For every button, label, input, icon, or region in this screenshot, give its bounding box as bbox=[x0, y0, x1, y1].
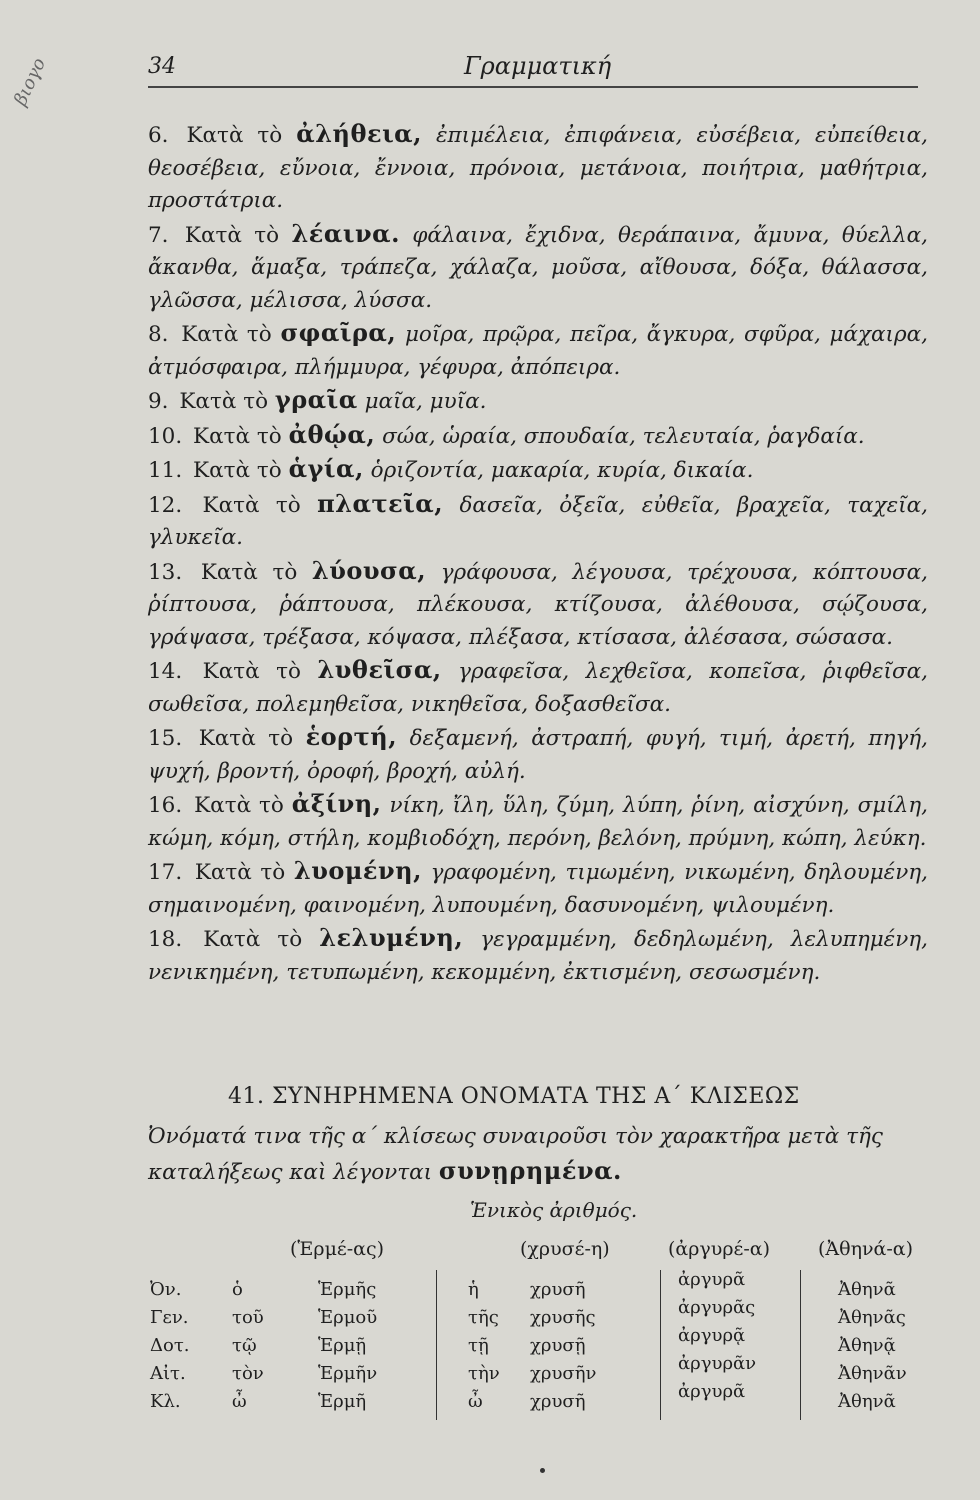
paragraph bbox=[148, 788, 928, 855]
form-athena: Ἀθηνᾷ bbox=[838, 1335, 896, 1356]
paragraph-keyword: ἀθῴα, bbox=[288, 419, 376, 449]
table-divider bbox=[660, 1270, 661, 1420]
form-hermes: Ἑρμῆς bbox=[318, 1279, 377, 1300]
section-number: 41. bbox=[228, 1084, 265, 1109]
paragraph-keyword: λελυμένη, bbox=[319, 923, 464, 952]
table-cases-col bbox=[150, 1276, 190, 1416]
case-label: Γεν. bbox=[150, 1307, 189, 1328]
form-chryse: χρυσῆ bbox=[530, 1279, 586, 1300]
paragraph bbox=[148, 218, 928, 318]
article-fem: ἡ bbox=[468, 1279, 479, 1300]
paragraph-lead: Κατὰ τὸ bbox=[186, 123, 283, 148]
paragraph-lead: Κατὰ τὸ bbox=[202, 492, 301, 518]
section-heading bbox=[228, 1084, 800, 1109]
form-chryse: χρυσῆν bbox=[530, 1363, 597, 1384]
paragraph-lead: Κατὰ τὸ bbox=[181, 322, 272, 347]
page-dot bbox=[540, 1468, 545, 1473]
article-masc: ὦ bbox=[232, 1391, 247, 1412]
paragraph-examples: σώα, ὡραία, σπουδαία, τελευταία, ῥαγδαία. bbox=[382, 423, 865, 449]
paragraph bbox=[148, 419, 928, 454]
paragraph-keyword: γραῖα bbox=[274, 385, 358, 414]
paragraph-keyword: λύουσα, bbox=[311, 555, 427, 585]
article-masc: τοῦ bbox=[232, 1307, 264, 1328]
form-athena: Ἀθηνᾶ bbox=[838, 1279, 896, 1300]
form-chryse: χρυσῆ bbox=[530, 1391, 586, 1412]
paragraph bbox=[148, 922, 928, 989]
form-hermes: Ἑρμῆ bbox=[318, 1391, 367, 1412]
page-number: 34 bbox=[148, 54, 176, 79]
paragraph-number: 9. bbox=[148, 389, 169, 414]
page-header bbox=[148, 46, 918, 86]
paragraph-examples: μαῖα, μυῖα. bbox=[364, 389, 487, 414]
paragraph-lead: Κατὰ τὸ bbox=[203, 927, 303, 952]
margin-handwriting: βιογο bbox=[10, 54, 51, 109]
paragraph-keyword: λέαινα. bbox=[291, 218, 400, 248]
paragraph-lead: Κατὰ τὸ bbox=[198, 726, 294, 751]
paragraph-lead: Κατὰ τὸ bbox=[194, 860, 286, 885]
paragraph-list bbox=[148, 118, 928, 989]
paragraph-lead: Κατὰ τὸ bbox=[194, 793, 284, 818]
article-fem: τὴν bbox=[468, 1363, 500, 1384]
section-intro bbox=[148, 1120, 928, 1190]
paragraph bbox=[148, 555, 928, 655]
col-header-argyra: (ἀργυρέ-α) bbox=[668, 1238, 770, 1260]
form-athena: Ἀθηνᾶν bbox=[838, 1363, 907, 1384]
intro-text: Ὀνόματά τινα τῆς α΄ κλίσεως συναιροῦσι τὸν χαρακτῆρα μετὰ τῆς καταλήξεως καὶ λέγονται bbox=[148, 1124, 883, 1185]
paragraph-lead: Κατὰ τὸ bbox=[193, 423, 282, 449]
table-article-masc-col bbox=[232, 1276, 264, 1416]
paragraph-examples: ὁριζοντία, μακαρία, κυρία, δικαία. bbox=[370, 458, 754, 483]
paragraph-number: 10. bbox=[148, 423, 183, 449]
paragraph-keyword: λυθεῖσα, bbox=[317, 655, 442, 684]
paragraph-keyword: ἀλήθεια, bbox=[296, 119, 422, 148]
paragraph-examples: γραφεῖσα, λεχθεῖσα, κοπεῖσα, ῥιφθεῖσα, σωθεῖσα, πολεμηθεῖσα, νικηθεῖσα, δοξασθεῖσα. bbox=[148, 659, 928, 717]
article-masc: τῷ bbox=[232, 1335, 257, 1356]
paragraph-keyword: πλατεῖα, bbox=[317, 488, 444, 518]
article-masc: ὁ bbox=[232, 1279, 243, 1300]
paragraph-examples: γεγραμμένη, δεδηλωμένη, λελυπημένη, νενικημένη, τετυπωμένη, κεκομμένη, ἐκτισμένη, σεσωσμένη. bbox=[148, 927, 928, 985]
paragraph-examples: μοῖρα, πρῷρα, πεῖρα, ἄγκυρα, σφῦρα, μάχαιρα, ἀτμόσφαιρα, πλήμμυρα, γέφυρα, ἀπόπειρα. bbox=[148, 322, 928, 380]
form-argyra: ἀργυρᾷ bbox=[678, 1325, 746, 1346]
article-fem: τῆς bbox=[468, 1307, 499, 1328]
paragraph-lead: Κατὰ τὸ bbox=[179, 389, 269, 414]
paragraph-number: 17. bbox=[148, 860, 183, 885]
form-hermes: Ἑρμῆν bbox=[318, 1363, 378, 1384]
paragraph-number: 11. bbox=[148, 458, 183, 483]
form-hermes: Ἑρμοῦ bbox=[318, 1307, 378, 1328]
article-fem: ὦ bbox=[468, 1391, 483, 1412]
table-divider bbox=[436, 1270, 437, 1420]
paragraph-number: 15. bbox=[148, 726, 183, 751]
running-title: Γραμματική bbox=[464, 52, 612, 80]
paragraph bbox=[148, 317, 928, 384]
header-rule bbox=[148, 86, 918, 88]
case-label: Ὀν. bbox=[150, 1279, 182, 1300]
paragraph bbox=[148, 654, 928, 721]
paragraph-number: 14. bbox=[148, 659, 183, 684]
paragraph bbox=[148, 118, 928, 218]
form-argyra: ἀργυρᾶς bbox=[678, 1297, 756, 1318]
case-label: Κλ. bbox=[150, 1391, 181, 1412]
form-argyra: ἀργυρᾶ bbox=[678, 1381, 746, 1402]
paragraph-examples: ἐπιμέλεια, ἐπιφάνεια, εὐσέβεια, εὐπείθεια, θεοσέβεια, εὔνοια, ἔννοια, πρόνοια, μετάνοια, ποιήτρια, μαθήτρια, προστάτρια. bbox=[148, 123, 928, 213]
col-header-athena: (Ἀθηνά-α) bbox=[818, 1238, 913, 1260]
paragraph-examples: φάλαινα, ἔχιδνα, θεράπαινα, ἄμυνα, θύελλα, ἄκανθα, ἅμαξα, τράπεζα, χάλαζα, μοῦσα, αἴθουσα, δόξα, θάλασσα, γλῶσσα, μέλισσα, λύσσα. bbox=[148, 222, 929, 313]
paragraph-examples: νίκη, ἴλη, ὕλη, ζύμη, λύπη, ῥίνη, αἰσχύνη, σμίλη, κώμη, κόμη, στήλη, κομβιοδόχη, περόνη, βελόνη, πρύμνη, κώπη, λεύκη. bbox=[148, 793, 928, 851]
number-subheading: Ἑνικὸς ἀριθμός. bbox=[470, 1198, 638, 1222]
paragraph-number: 13. bbox=[148, 559, 183, 585]
paragraph-examples: γραφομένη, τιμωμένη, νικωμένη, δηλουμένη, σημαινομένη, φαινομένη, λυπουμένη, δασυνομένη, ψιλουμένη. bbox=[148, 860, 928, 918]
section-title: ΣΥΝΗΡΗΜΕΝΑ ΟΝΟΜΑΤΑ ΤΗΣ Α΄ ΚΛΙΣΕΩΣ bbox=[272, 1084, 800, 1109]
form-chryse: χρυσῇ bbox=[530, 1335, 586, 1356]
article-fem: τῇ bbox=[468, 1335, 489, 1356]
paragraph-number: 16. bbox=[148, 793, 183, 818]
paragraph-examples: δασεῖα, ὀξεῖα, εὐθεῖα, βραχεῖα, ταχεῖα, γλυκεῖα. bbox=[148, 492, 928, 550]
form-athena: Ἀθηνᾶ bbox=[838, 1391, 896, 1412]
paragraph-keyword: ἀξίνη, bbox=[291, 789, 382, 818]
table-athena-col bbox=[838, 1276, 907, 1416]
article-masc: τὸν bbox=[232, 1363, 264, 1384]
table-divider bbox=[800, 1270, 801, 1420]
case-label: Δοτ. bbox=[150, 1335, 190, 1356]
table-hermes-col bbox=[318, 1276, 377, 1416]
paragraph-number: 7. bbox=[148, 222, 169, 248]
paragraph-lead: Κατὰ τὸ bbox=[202, 659, 301, 684]
form-athena: Ἀθηνᾶς bbox=[838, 1307, 906, 1328]
paragraph-keyword: ἁγία, bbox=[288, 454, 364, 483]
paragraph bbox=[148, 721, 928, 788]
form-chryse: χρυσῆς bbox=[530, 1307, 596, 1328]
intro-keyword: συνῃρημένα. bbox=[438, 1156, 622, 1185]
paragraph-examples: γράφουσα, λέγουσα, τρέχουσα, κόπτουσα, ῥίπτουσα, ῥάπτουσα, πλέκουσα, κτίζουσα, ἀλέθουσα, σῴζουσα, γράψασα, τρέξασα, κόψασα, πλέξασα, κτίσασα, ἀλέσασα, σώσασα. bbox=[148, 559, 928, 650]
paragraph bbox=[148, 453, 928, 488]
paragraph-lead: Κατὰ τὸ bbox=[184, 222, 280, 248]
paragraph-keyword: λυομένη, bbox=[293, 856, 422, 885]
paragraph-lead: Κατὰ τὸ bbox=[200, 559, 298, 585]
paragraph-number: 12. bbox=[148, 492, 183, 518]
form-hermes: Ἑρμῇ bbox=[318, 1335, 367, 1356]
table-argyra-col bbox=[678, 1266, 756, 1406]
paragraph-lead: Κατὰ τὸ bbox=[193, 458, 282, 483]
col-header-chryse: (χρυσέ-η) bbox=[520, 1238, 610, 1260]
table-article-fem-col bbox=[468, 1276, 500, 1416]
paragraph bbox=[148, 384, 928, 419]
paragraph-examples: δεξαμενή, ἀστραπή, φυγή, τιμή, ἀρετή, πηγή, ψυχή, βροντή, ὀροφή, βροχή, αὐλή. bbox=[148, 726, 928, 784]
form-argyra: ἀργυρᾶ bbox=[678, 1269, 746, 1290]
form-argyra: ἀργυρᾶν bbox=[678, 1353, 757, 1374]
paragraph bbox=[148, 855, 928, 922]
table-chryse-col bbox=[530, 1276, 596, 1416]
paragraph-keyword: ἑορτή, bbox=[305, 722, 398, 751]
paragraph bbox=[148, 488, 928, 555]
paragraph-number: 18. bbox=[148, 927, 183, 952]
paragraph-keyword: σφαῖρα, bbox=[280, 318, 397, 347]
col-header-hermes: (Ἑρμέ-ας) bbox=[290, 1238, 385, 1260]
case-label: Αἰτ. bbox=[150, 1363, 186, 1384]
paragraph-number: 6. bbox=[148, 123, 169, 148]
paragraph-number: 8. bbox=[148, 322, 169, 347]
